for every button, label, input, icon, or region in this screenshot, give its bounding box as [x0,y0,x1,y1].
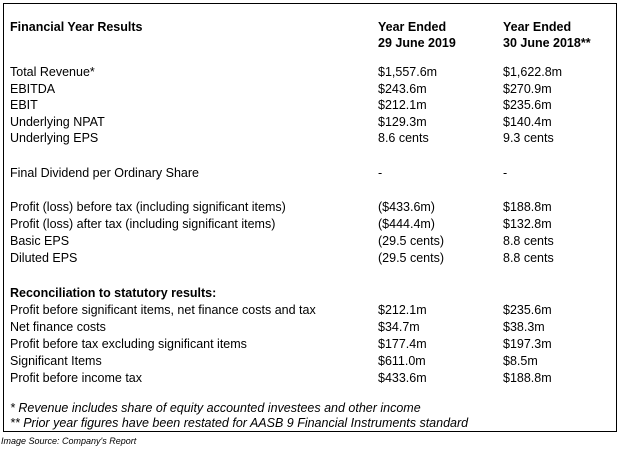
reconciliation-heading: Reconciliation to statutory results: [10,286,217,300]
row-label: Final Dividend per Ordinary Share [10,166,199,180]
footnotes [10,401,468,431]
recon-row-value-2019: $177.4m [378,337,427,351]
row-label: Underlying NPAT [10,114,105,129]
row-label: EBITDA [10,81,56,96]
recon-row-value-2018: $188.8m [503,371,552,385]
image-source-caption: Image Source: Company's Report [1,436,137,446]
row-value-2019: $212.1m [378,98,427,112]
row-value-2019: $243.6m [378,81,427,96]
row-label: EBIT [10,98,38,112]
row-value-2018: $235.6m [503,98,552,112]
row-value-2018: - [503,166,508,180]
footnote-restated: ** Prior year figures have been restated for AASB 9 Financial Instruments standard [10,416,469,430]
row-value-2019: $1,557.6m [378,65,438,79]
row-value-2019: $129.3m [378,114,427,129]
col1-header-line2: 29 June 2019 [378,35,456,50]
col2-header-line1: Year Ended [503,20,572,34]
recon-row-value-2019: $611.0m [378,354,426,368]
row-label: Profit (loss) after tax (including significant items) [10,217,276,231]
row-value-2018: 9.3 cents [503,131,554,145]
row-value-2018: 8.8 cents [503,234,554,248]
row-value-2018: $1,622.8m [503,65,563,79]
recon-row-value-2018: $8.5m [503,354,538,368]
row-value-2018: $140.4m [503,114,552,129]
col1-header-line1: Year Ended [378,20,447,34]
row-label: Diluted EPS [10,251,78,265]
row-label: Profit (loss) before tax (including significant items) [10,200,286,214]
recon-row-label: Profit before income tax [10,371,143,385]
footnote-revenue: * Revenue includes share of equity accounted investees and other income [10,401,421,415]
row-value-2019: 8.6 cents [378,131,429,145]
row-label: Basic EPS [10,234,70,248]
recon-row-value-2018: $197.3m [503,337,552,351]
row-value-2018: $188.8m [503,200,552,214]
row-value-2018: $270.9m [503,81,552,96]
row-value-2018: 8.8 cents [503,251,554,265]
row-value-2019: ($433.6m) [378,200,435,214]
recon-row-label: Significant Items [10,354,102,368]
table-title: Financial Year Results [10,20,143,34]
recon-row-value-2019: $212.1m [378,303,427,317]
recon-row-label: Profit before tax excluding significant items [10,337,247,351]
recon-row-value-2018: $38.3m [503,320,545,334]
recon-row-value-2019: $34.7m [378,320,420,334]
recon-row-label: Net finance costs [10,320,106,334]
col2-header-line2: 30 June 2018** [503,35,591,50]
recon-row-value-2018: $235.6m [503,303,552,317]
row-value-2019: ($444.4m) [378,217,435,231]
row-value-2019: (29.5 cents) [378,234,445,248]
row-value-2018: $132.8m [503,217,552,231]
recon-row-label: Profit before significant items, net finance costs and tax [10,303,316,317]
row-label: Total Revenue* [10,65,95,79]
recon-row-value-2019: $433.6m [378,371,427,385]
row-value-2019: - [378,166,383,180]
row-label: Underlying EPS [10,131,99,145]
row-value-2019: (29.5 cents) [378,251,445,265]
